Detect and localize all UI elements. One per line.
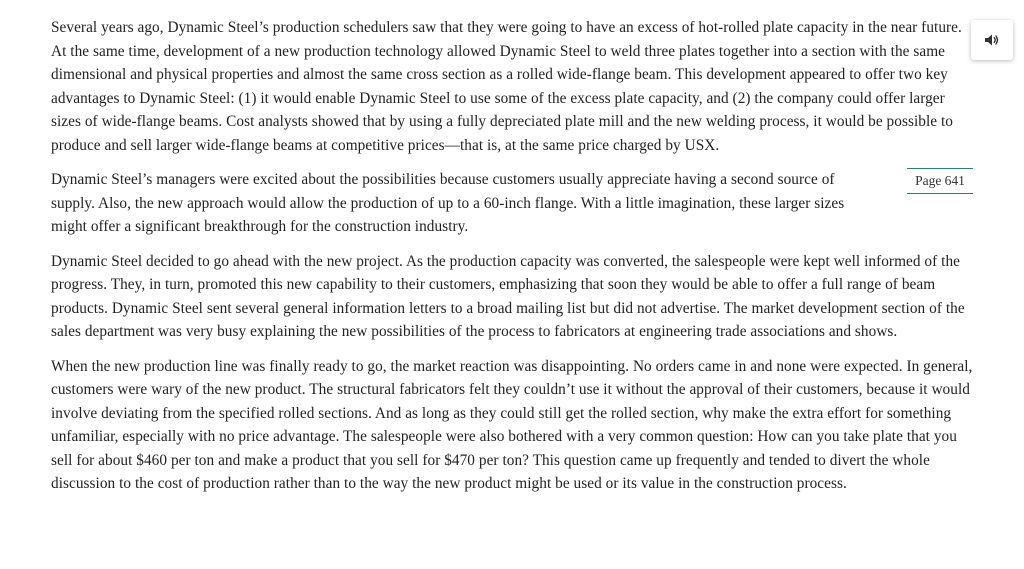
- paragraph-4: When the new production line was finally ready to go, the market reaction was disappointing. No orders came in and none were expected. In general, customers were wary of the new product. The structural fabricators felt they couldn’t use it without the approval of their customers, because it would involve deviating from the specified rolled sections. And as long as they could still get the rolled section, why make the extra effort for something unfamiliar, especially with no price advantage. The salespeople were also bothered with a very common question: How can you take plate that you sell for about $460 per ton and make a product that you sell for $470 per ton? This question came up frequently and tended to divert the whole discussion to the cost of production rather than to the way the new product might be used or its value in the construction process.: [51, 357, 973, 492]
- paragraph-1: Several years ago, Dynamic Steel’s production schedulers saw that they were going to have an excess of hot-rolled plate capacity in the near future. At the same time, development of a new production technology allowed Dynamic Steel to weld three plates together into a section with the same dimensional and physical properties and almost the same cross section as a rolled wide-flange beam. This development appeared to offer two key advantages to Dynamic Steel: (1) it would enable Dynamic Steel to use some of the excess plate capacity, and (2) the company could offer larger sizes of wide-flange beams. Cost analysts showed that by using a fully depreciated plate mill and the new welding process, it would be possible to produce and sell larger wide-flange beams at competitive prices—that is, at the same price charged by USX.: [51, 19, 962, 154]
- paragraph-3: Dynamic Steel decided to go ahead with the new project. As the production capacity was converted, the salespeople were kept well informed of the progress. They, in turn, promoted this new capability to their customers, emphasizing that soon they would be able to offer a full range of beam products. Dynamic Steel sent several general information letters to a broad mailing list but did not advertise. The market development section of the sales department was very busy explaining the new possibilities of the process to fabricators at engineering trade associations and shows.: [51, 252, 965, 340]
- paragraph-2: Dynamic Steel’s managers were excited about the possibilities because customers usually appreciate having a second source of supply. Also, the new approach would allow the production of up to a 60-inch flange. With a little imagination, these larger sizes might offer a significant breakthrough for the construction industry.: [51, 171, 845, 235]
- read-aloud-button[interactable]: [971, 20, 1013, 60]
- speaker-icon: [984, 33, 1000, 47]
- page-marker: Page 641: [907, 168, 973, 194]
- document-body: [51, 16, 973, 507]
